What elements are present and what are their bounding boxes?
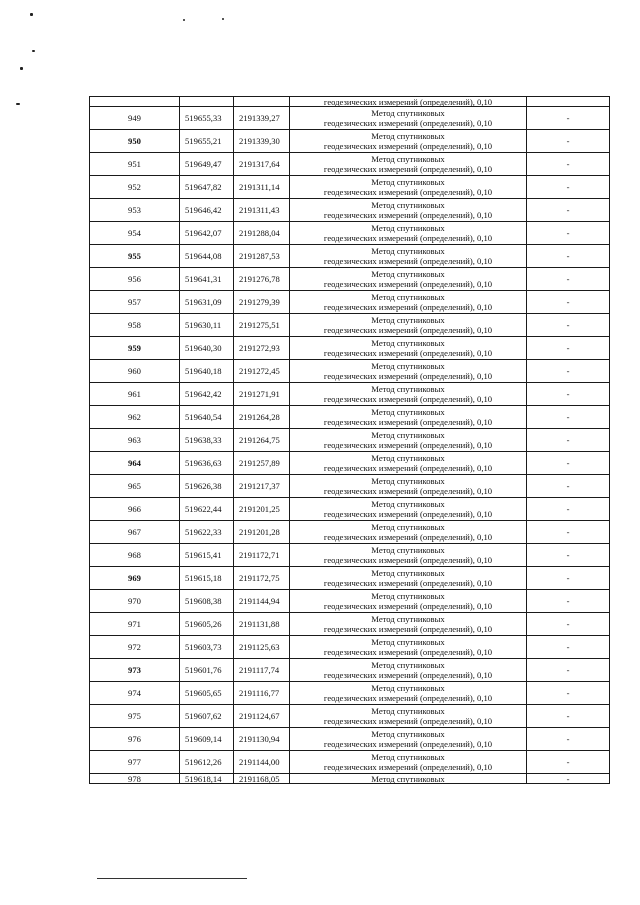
method-line-2: геодезических измерений (определений), 0,10 <box>323 279 493 289</box>
table-row <box>90 176 610 199</box>
method-line-2: геодезических измерений (определений), 0,10 <box>323 762 493 772</box>
method-line-1: Метод спутниковых <box>371 752 445 762</box>
method-line-1: Метод спутниковых <box>371 177 445 187</box>
method-line-2: геодезических измерений (определений), 0,10 <box>323 118 493 128</box>
error-cell: - <box>527 590 610 613</box>
error-cell: - <box>527 705 610 728</box>
table-row <box>90 544 610 567</box>
error-cell: - <box>527 659 610 682</box>
method-cell <box>290 429 527 452</box>
table-row-last <box>90 774 610 784</box>
error-cell: - <box>527 429 610 452</box>
error-cell: - <box>527 636 610 659</box>
point-number-cell: 949 <box>90 107 180 130</box>
point-number-cell <box>90 97 180 107</box>
x-coordinate-cell: 519640,18 <box>180 360 234 383</box>
table-row <box>90 659 610 682</box>
method-cell <box>290 521 527 544</box>
table-row <box>90 153 610 176</box>
table-row <box>90 705 610 728</box>
point-number-cell: 976 <box>90 728 180 751</box>
method-line-1: Метод спутниковых <box>371 154 445 164</box>
scan-speck <box>183 19 185 21</box>
method-cell <box>290 705 527 728</box>
y-coordinate-cell: 2191275,51 <box>234 314 290 337</box>
method-cell <box>290 728 527 751</box>
point-number-cell: 975 <box>90 705 180 728</box>
method-line-1: Метод спутниковых <box>371 637 445 647</box>
error-cell: - <box>527 751 610 774</box>
x-coordinate-cell: 519638,33 <box>180 429 234 452</box>
table-row <box>90 360 610 383</box>
method-line-1: Метод спутниковых <box>371 476 445 486</box>
method-line-1: Метод спутниковых <box>371 223 445 233</box>
method-line-2: геодезических измерений (определений), 0,10 <box>323 210 493 220</box>
x-coordinate-cell: 519655,21 <box>180 130 234 153</box>
table-row <box>90 406 610 429</box>
point-number-cell: 968 <box>90 544 180 567</box>
method-cell <box>290 314 527 337</box>
y-coordinate-cell: 2191144,94 <box>234 590 290 613</box>
method-line-2: геодезических измерений (определений), 0,10 <box>323 187 493 197</box>
method-line-2: геодезических измерений (определений), 0,10 <box>323 670 493 680</box>
method-line-1: Метод спутниковых <box>371 568 445 578</box>
x-coordinate-cell: 519612,26 <box>180 751 234 774</box>
method-line-2: геодезических измерений (определений), 0,10 <box>323 371 493 381</box>
method-line-2: геодезических измерений (определений), 0,10 <box>323 325 493 335</box>
y-coordinate-cell: 2191272,93 <box>234 337 290 360</box>
table-row <box>90 291 610 314</box>
method-cell <box>290 751 527 774</box>
table-row <box>90 199 610 222</box>
method-line-2: геодезических измерений (определений), 0,10 <box>323 417 493 427</box>
coordinates-table-body <box>90 97 610 784</box>
method-line-2: геодезических измерений (определений), 0,10 <box>323 233 493 243</box>
method-cell <box>290 337 527 360</box>
point-number-cell: 970 <box>90 590 180 613</box>
method-line-1: Метод спутниковых <box>371 384 445 394</box>
error-cell: - <box>527 153 610 176</box>
error-cell: - <box>527 521 610 544</box>
method-cell <box>290 291 527 314</box>
point-number-cell: 959 <box>90 337 180 360</box>
y-coordinate-cell: 2191339,27 <box>234 107 290 130</box>
x-coordinate-cell: 519605,26 <box>180 613 234 636</box>
y-coordinate-cell: 2191125,63 <box>234 636 290 659</box>
point-number-cell: 960 <box>90 360 180 383</box>
method-cell: геодезических измерений (определений), 0,10 <box>290 97 527 107</box>
error-cell: - <box>527 360 610 383</box>
x-coordinate-cell: 519644,08 <box>180 245 234 268</box>
method-line-1: Метод спутниковых <box>371 200 445 210</box>
y-coordinate-cell: 2191317,64 <box>234 153 290 176</box>
method-line-1: Метод спутниковых <box>371 430 445 440</box>
method-line-2: геодезических измерений (определений), 0,10 <box>323 739 493 749</box>
method-line-1: Метод спутниковых <box>371 706 445 716</box>
error-cell: - <box>527 567 610 590</box>
x-coordinate-cell: 519622,33 <box>180 521 234 544</box>
error-cell: - <box>527 475 610 498</box>
method-line-1: Метод спутниковых <box>371 453 445 463</box>
footnote-separator <box>97 878 247 879</box>
table-row <box>90 590 610 613</box>
table-row <box>90 429 610 452</box>
method-line-2: геодезических измерений (определений), 0,10 <box>323 532 493 542</box>
y-coordinate-cell: 2191117,74 <box>234 659 290 682</box>
x-coordinate-cell: 519618,14 <box>180 774 234 784</box>
y-coordinate-cell: 2191131,88 <box>234 613 290 636</box>
error-cell: - <box>527 452 610 475</box>
x-coordinate-cell: 519631,09 <box>180 291 234 314</box>
method-line-2: геодезических измерений (определений), 0,10 <box>323 394 493 404</box>
error-cell: - <box>527 130 610 153</box>
point-number-cell: 967 <box>90 521 180 544</box>
y-coordinate-cell: 2191288,04 <box>234 222 290 245</box>
method-line-1: Метод спутниковых <box>371 292 445 302</box>
method-cell: Метод спутниковых <box>290 774 527 784</box>
x-coordinate-cell: 519603,73 <box>180 636 234 659</box>
x-coordinate-cell: 519640,54 <box>180 406 234 429</box>
y-coordinate-cell: 2191311,14 <box>234 176 290 199</box>
method-line-2: геодезических измерений (определений), 0,10 <box>323 164 493 174</box>
error-cell: - <box>527 107 610 130</box>
method-line-2: геодезических измерений (определений), 0,10 <box>323 256 493 266</box>
point-number-cell: 950 <box>90 130 180 153</box>
y-coordinate-cell <box>234 97 290 107</box>
y-coordinate-cell: 2191271,91 <box>234 383 290 406</box>
method-line-1: Метод спутниковых <box>371 614 445 624</box>
table-row <box>90 728 610 751</box>
point-number-cell: 965 <box>90 475 180 498</box>
point-number-cell: 963 <box>90 429 180 452</box>
x-coordinate-cell <box>180 97 234 107</box>
table-row <box>90 521 610 544</box>
error-cell: - <box>527 613 610 636</box>
x-coordinate-cell: 519626,38 <box>180 475 234 498</box>
method-cell <box>290 153 527 176</box>
point-number-cell: 966 <box>90 498 180 521</box>
point-number-cell: 964 <box>90 452 180 475</box>
table-row <box>90 107 610 130</box>
x-coordinate-cell: 519642,07 <box>180 222 234 245</box>
table-row <box>90 613 610 636</box>
method-line-1: Метод спутниковых <box>371 131 445 141</box>
point-number-cell: 961 <box>90 383 180 406</box>
method-line-2: геодезических измерений (определений), 0,10 <box>323 509 493 519</box>
table-row <box>90 268 610 291</box>
error-cell: - <box>527 314 610 337</box>
table-row <box>90 245 610 268</box>
method-line-1: Метод спутниковых <box>371 246 445 256</box>
scan-speck <box>30 13 33 16</box>
error-cell: - <box>527 406 610 429</box>
point-number-cell: 952 <box>90 176 180 199</box>
method-cell <box>290 406 527 429</box>
scan-speck <box>20 67 23 70</box>
error-cell: - <box>527 337 610 360</box>
method-line-1: Метод спутниковых <box>371 660 445 670</box>
point-number-cell: 977 <box>90 751 180 774</box>
table-row <box>90 222 610 245</box>
table-row <box>90 751 610 774</box>
method-line-1: Метод спутниковых <box>371 361 445 371</box>
point-number-cell: 972 <box>90 636 180 659</box>
method-cell <box>290 544 527 567</box>
point-number-cell: 956 <box>90 268 180 291</box>
y-coordinate-cell: 2191272,45 <box>234 360 290 383</box>
method-cell <box>290 659 527 682</box>
point-number-cell: 969 <box>90 567 180 590</box>
x-coordinate-cell: 519647,82 <box>180 176 234 199</box>
error-cell: - <box>527 682 610 705</box>
point-number-cell: 962 <box>90 406 180 429</box>
x-coordinate-cell: 519609,14 <box>180 728 234 751</box>
table-row <box>90 130 610 153</box>
x-coordinate-cell: 519605,65 <box>180 682 234 705</box>
method-cell <box>290 245 527 268</box>
point-number-cell: 978 <box>90 774 180 784</box>
method-line-2: геодезических измерений (определений), 0,10 <box>323 578 493 588</box>
method-line-2: геодезических измерений (определений), 0,10 <box>323 440 493 450</box>
y-coordinate-cell: 2191217,37 <box>234 475 290 498</box>
method-line-2: геодезических измерений (определений), 0,10 <box>323 555 493 565</box>
method-cell <box>290 360 527 383</box>
method-line-2: геодезических измерений (определений), 0,10 <box>323 141 493 151</box>
method-line-1: Метод спутниковых <box>371 522 445 532</box>
method-cell <box>290 383 527 406</box>
point-number-cell: 955 <box>90 245 180 268</box>
error-cell: - <box>527 291 610 314</box>
error-cell: - <box>527 245 610 268</box>
error-cell <box>527 97 610 107</box>
table-row <box>90 337 610 360</box>
table-row <box>90 567 610 590</box>
point-number-cell: 954 <box>90 222 180 245</box>
x-coordinate-cell: 519607,62 <box>180 705 234 728</box>
error-cell: - <box>527 268 610 291</box>
y-coordinate-cell: 2191172,71 <box>234 544 290 567</box>
error-cell: - <box>527 728 610 751</box>
table-row <box>90 475 610 498</box>
error-cell: - <box>527 383 610 406</box>
error-cell: - <box>527 774 610 784</box>
method-line-2: геодезических измерений (определений), 0,10 <box>323 601 493 611</box>
method-line-2: геодезических измерений (определений), 0,10 <box>323 624 493 634</box>
continuation-row <box>90 97 610 107</box>
method-line-2: геодезических измерений (определений), 0,10 <box>323 693 493 703</box>
method-line-1: Метод спутниковых <box>371 108 445 118</box>
method-line-2: геодезических измерений (определений), 0,10 <box>323 348 493 358</box>
method-cell <box>290 268 527 291</box>
x-coordinate-cell: 519601,76 <box>180 659 234 682</box>
y-coordinate-cell: 2191172,75 <box>234 567 290 590</box>
method-cell <box>290 176 527 199</box>
method-cell <box>290 222 527 245</box>
method-line-2: геодезических измерений (определений), 0,10 <box>323 716 493 726</box>
table-row <box>90 682 610 705</box>
method-cell <box>290 475 527 498</box>
coordinates-table <box>89 96 610 784</box>
method-line-2: геодезических измерений (определений), 0,10 <box>323 486 493 496</box>
scan-speck <box>16 103 20 105</box>
error-cell: - <box>527 222 610 245</box>
error-cell: - <box>527 199 610 222</box>
method-line-1: Метод спутниковых <box>371 269 445 279</box>
point-number-cell: 953 <box>90 199 180 222</box>
method-line-1: Метод спутниковых <box>371 407 445 417</box>
x-coordinate-cell: 519649,47 <box>180 153 234 176</box>
point-number-cell: 951 <box>90 153 180 176</box>
method-cell <box>290 107 527 130</box>
x-coordinate-cell: 519646,42 <box>180 199 234 222</box>
scan-speck <box>222 18 224 20</box>
y-coordinate-cell: 2191168,05 <box>234 774 290 784</box>
point-number-cell: 974 <box>90 682 180 705</box>
y-coordinate-cell: 2191130,94 <box>234 728 290 751</box>
method-cell <box>290 636 527 659</box>
method-line-1: Метод спутниковых <box>371 499 445 509</box>
y-coordinate-cell: 2191279,39 <box>234 291 290 314</box>
y-coordinate-cell: 2191311,43 <box>234 199 290 222</box>
point-number-cell: 958 <box>90 314 180 337</box>
y-coordinate-cell: 2191124,67 <box>234 705 290 728</box>
error-cell: - <box>527 498 610 521</box>
y-coordinate-cell: 2191201,25 <box>234 498 290 521</box>
scan-speck <box>32 50 35 52</box>
y-coordinate-cell: 2191144,00 <box>234 751 290 774</box>
y-coordinate-cell: 2191257,89 <box>234 452 290 475</box>
y-coordinate-cell: 2191264,28 <box>234 406 290 429</box>
method-cell <box>290 452 527 475</box>
method-cell <box>290 130 527 153</box>
table-row <box>90 636 610 659</box>
method-line-2: геодезических измерений (определений), 0,10 <box>323 463 493 473</box>
method-cell <box>290 590 527 613</box>
method-line-1: Метод спутниковых <box>371 591 445 601</box>
method-line-1: Метод спутниковых <box>371 545 445 555</box>
x-coordinate-cell: 519641,31 <box>180 268 234 291</box>
method-line-2: геодезических измерений (определений), 0,10 <box>323 647 493 657</box>
table-row <box>90 498 610 521</box>
table-row <box>90 314 610 337</box>
error-cell: - <box>527 176 610 199</box>
y-coordinate-cell: 2191201,28 <box>234 521 290 544</box>
x-coordinate-cell: 519622,44 <box>180 498 234 521</box>
x-coordinate-cell: 519630,11 <box>180 314 234 337</box>
x-coordinate-cell: 519642,42 <box>180 383 234 406</box>
method-line-1: Метод спутниковых <box>371 729 445 739</box>
x-coordinate-cell: 519655,33 <box>180 107 234 130</box>
method-line-1: Метод спутниковых <box>371 683 445 693</box>
method-line-1: Метод спутниковых <box>371 315 445 325</box>
method-cell <box>290 199 527 222</box>
y-coordinate-cell: 2191276,78 <box>234 268 290 291</box>
method-cell <box>290 682 527 705</box>
y-coordinate-cell: 2191339,30 <box>234 130 290 153</box>
x-coordinate-cell: 519608,38 <box>180 590 234 613</box>
x-coordinate-cell: 519640,30 <box>180 337 234 360</box>
method-cell <box>290 613 527 636</box>
table-row <box>90 452 610 475</box>
method-line-1: Метод спутниковых <box>371 338 445 348</box>
x-coordinate-cell: 519615,41 <box>180 544 234 567</box>
point-number-cell: 971 <box>90 613 180 636</box>
y-coordinate-cell: 2191264,75 <box>234 429 290 452</box>
method-line-2: геодезических измерений (определений), 0,10 <box>323 302 493 312</box>
x-coordinate-cell: 519636,63 <box>180 452 234 475</box>
point-number-cell: 973 <box>90 659 180 682</box>
error-cell: - <box>527 544 610 567</box>
table-row <box>90 383 610 406</box>
method-cell <box>290 567 527 590</box>
method-cell <box>290 498 527 521</box>
x-coordinate-cell: 519615,18 <box>180 567 234 590</box>
y-coordinate-cell: 2191287,53 <box>234 245 290 268</box>
point-number-cell: 957 <box>90 291 180 314</box>
y-coordinate-cell: 2191116,77 <box>234 682 290 705</box>
